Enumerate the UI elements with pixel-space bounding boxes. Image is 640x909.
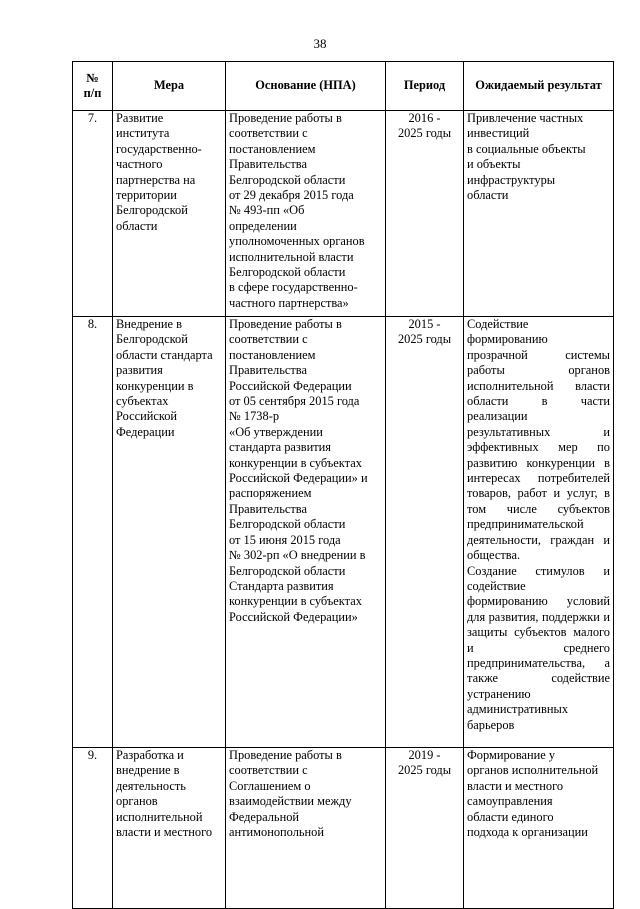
header-number: № п/п <box>73 62 113 111</box>
row-period: 2019 - 2025 годы <box>386 748 464 909</box>
row-result: Формирование у органов исполнительной власти и местного самоуправления области единого подхода к организации <box>464 748 614 909</box>
row-number: 8. <box>73 317 113 748</box>
row-result: Привлечение частных инвестиций в социальные объекты и объекты инфраструктуры области <box>464 111 614 317</box>
table-row <box>73 748 614 909</box>
header-result: Ожидаемый результат <box>464 62 614 111</box>
row-period: 2016 - 2025 годы <box>386 111 464 317</box>
header-period: Период <box>386 62 464 111</box>
row-number: 7. <box>73 111 113 317</box>
row-measure: Внедрение в Белгородской области стандарта развития конкуренции в субъектах Российской Федерации <box>113 317 226 748</box>
row-basis: Проведение работы в соответствии с постановлением Правительства Российской Федерации от 05 сентября 2015 года № 1738-р «Об утверждении стандарта развития конкуренции в субъектах Российской Федерации» и распоряжением Правительства Белгородской области от 15 июня 2015 года № 302-рп «О внедрении в Белгородской области Стандарта развития конкуренции в субъектах Российской Федерации» <box>226 317 386 748</box>
table-header-row <box>73 62 614 111</box>
row-measure: Разработка и внедрение в деятельность органов исполнительной власти и местного <box>113 748 226 909</box>
header-basis: Основание (НПА) <box>226 62 386 111</box>
row-basis: Проведение работы в соответствии с постановлением Правительства Белгородской области от 29 декабря 2015 года № 493-пп «Об определении уполномоченных органов исполнительной власти Белгородской области в сфере государственно- частного партнерства» <box>226 111 386 317</box>
header-measure: Мера <box>113 62 226 111</box>
row-measure: Развитие института государственно- частного партнерства на территории Белгородской области <box>113 111 226 317</box>
table-row <box>73 317 614 748</box>
row-basis: Проведение работы в соответствии с Соглашением о взаимодействии между Федеральной антимонопольной <box>226 748 386 909</box>
row-period: 2015 - 2025 годы <box>386 317 464 748</box>
measures-table <box>72 61 614 909</box>
table-row <box>73 111 614 317</box>
row-result: Содействие формированию прозрачной системы работы органов исполнительной власти области в части реализации результативных и эффективных мер по развитию конкуренции в интересах потребителей товаров, работ и услуг, в том числе субъектов предпринимательской деятельности, граждан и общества. Создание стимулов и содействие формированию условий для развития, поддержки и защиты субъектов малого и среднего предпринимательства, а также содействие устранению административных барьеров <box>464 317 614 748</box>
page-number: 38 <box>313 36 327 51</box>
row-number: 9. <box>73 748 113 909</box>
